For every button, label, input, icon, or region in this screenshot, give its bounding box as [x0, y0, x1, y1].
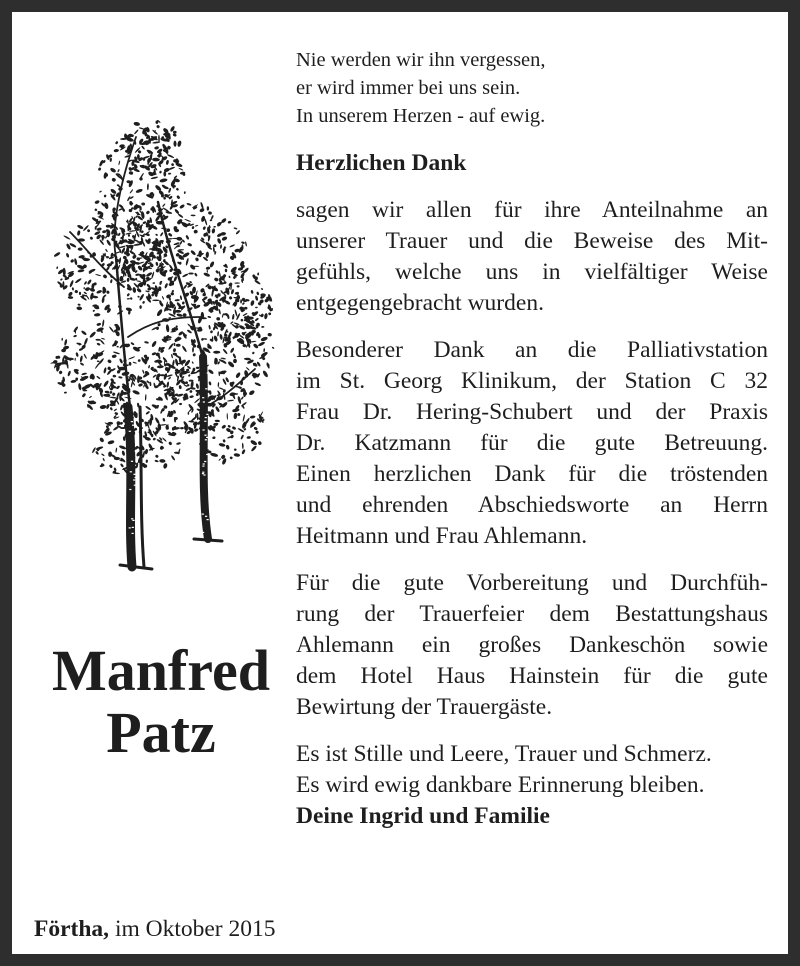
thanks-paragraph-2 [296, 335, 768, 552]
deceased-first-name: Manfred [51, 638, 270, 703]
paragraph-line: Besonderer Dank an die Palliativstation [296, 337, 768, 363]
thanks-paragraph-1 [296, 195, 768, 319]
closing-line: Es ist Stille und Leere, Trauer und Schmerz. [296, 741, 712, 767]
tree-illustration-icon [40, 107, 280, 577]
paragraph-line: und ehrenden Abschiedsworte an Herrn [296, 492, 768, 518]
place-name: Förtha, [34, 916, 110, 942]
paragraph-line: Einen herzlichen Dank für die tröstenden [296, 461, 768, 487]
motto-line: er wird immer bei uns sein. [296, 77, 521, 99]
paragraph-line: unserer Trauer und die Beweise des Mit- [296, 228, 768, 254]
paragraph-line: entgegengebracht wurden. [296, 290, 544, 316]
paragraph-line: rung der Trauerfeier dem Bestattungshaus [296, 601, 768, 627]
paragraph-line: Frau Dr. Hering-Schubert und der Praxis [296, 399, 768, 425]
motto-line: Nie werden wir ihn vergessen, [296, 49, 546, 71]
paragraph-line: Heitmann und Frau Ahlemann. [296, 523, 588, 549]
signature: Deine Ingrid und Familie [296, 803, 550, 829]
closing-line: Es wird ewig dankbare Erinnerung bleiben. [296, 772, 705, 798]
thanks-paragraph-3 [296, 568, 768, 723]
motto-verse [296, 46, 768, 130]
paragraph-line: Dr. Katzmann für die gute Betreuung. [296, 430, 768, 456]
deceased-last-name: Patz [106, 700, 216, 765]
thanks-heading: Herzlichen Dank [296, 150, 467, 176]
place-date-line [34, 914, 276, 944]
paragraph-line: gefühls, welche uns in vielfältiger Weise [296, 259, 768, 285]
paragraph-line: Für die gute Vorbereitung und Durchfüh- [296, 570, 768, 596]
deceased-name [30, 640, 292, 764]
paragraph-line: Ahlemann ein großes Dankeschön sowie [296, 632, 768, 658]
text-column [296, 46, 768, 832]
paragraph-line: Bewirtung der Trauergäste. [296, 694, 553, 720]
closing-lines [296, 739, 768, 832]
date-text: im Oktober 2015 [114, 916, 276, 942]
paragraph-line: dem Hotel Haus Hainstein für die gute [296, 663, 768, 689]
motto-line: In unserem Herzen - auf ewig. [296, 105, 546, 127]
paragraph-line: sagen wir allen für ihre Anteilnahme an [296, 197, 768, 223]
paragraph-line: im St. Georg Klinikum, der Station C 32 [296, 368, 768, 394]
